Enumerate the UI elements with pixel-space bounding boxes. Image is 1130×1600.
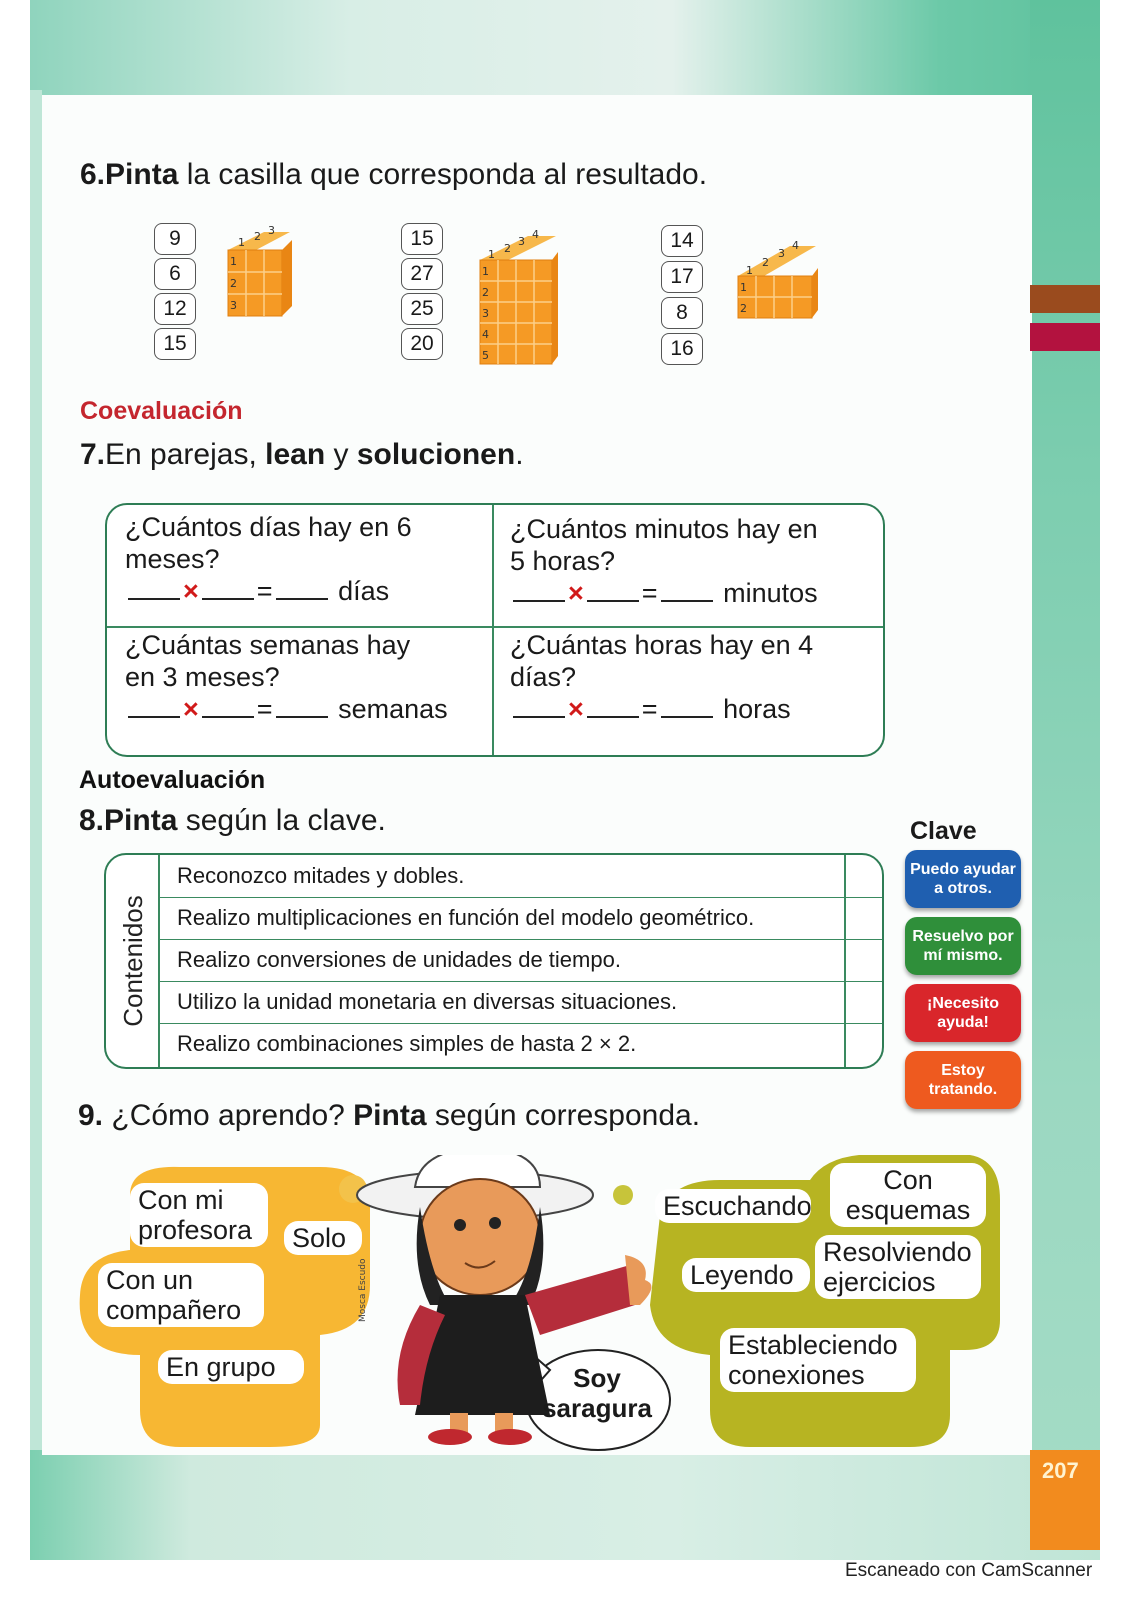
question-text: ¿Cuántas horas hay en 4	[510, 630, 814, 660]
page-number: 207	[1042, 1458, 1079, 1483]
exercise-6-verb: Pinta	[105, 158, 179, 191]
exercise-6-heading	[80, 158, 707, 192]
answer-blank[interactable]	[661, 696, 713, 718]
exercise-9-heading	[78, 1099, 700, 1133]
exercise-7-heading	[80, 438, 524, 472]
self-evaluation-row: Reconozco mitades y dobles.	[159, 855, 844, 898]
grid-col-label: 4	[792, 239, 799, 252]
grid-row-label: 1	[482, 265, 489, 278]
key-puedo-ayudar: Puedo ayudar a otros.	[905, 850, 1021, 908]
paint-cell[interactable]	[846, 1023, 882, 1065]
coevaluacion-label: Coevaluación	[80, 397, 243, 425]
self-evaluation-row: Realizo conversiones de unidades de tiempo.	[159, 939, 844, 982]
grid-col-label: 1	[238, 236, 245, 249]
grid-col-label: 2	[504, 242, 511, 255]
equals-sign: =	[641, 694, 658, 724]
answer-blank[interactable]	[128, 696, 180, 718]
self-evaluation-table	[104, 853, 884, 1069]
option-con-esquemas[interactable]: Con esquemas	[830, 1163, 986, 1227]
times-sign: ×	[183, 694, 199, 724]
grid-row-label: 3	[482, 307, 489, 320]
question-cell	[492, 513, 885, 609]
answer-option-box[interactable]: 25	[401, 293, 443, 325]
exercise-6-number: 6.	[80, 158, 106, 191]
unit-label: minutos	[723, 578, 818, 608]
times-sign: ×	[568, 578, 584, 608]
margin-stripe-red	[1030, 323, 1100, 351]
grid-col-label: 3	[778, 247, 785, 260]
exercise-8-number: 8.	[79, 804, 105, 837]
block-grid-4x5	[472, 228, 562, 368]
option-resolviendo-ejercicios[interactable]: Resolviendo ejercicios	[815, 1235, 981, 1299]
grid-row-label: 4	[482, 328, 489, 341]
option-en-grupo[interactable]: En grupo	[158, 1350, 304, 1384]
scan-background-bottom	[30, 1450, 1100, 1560]
answer-option-box[interactable]: 8	[661, 297, 703, 329]
key-estoy-tratando: Estoy tratando.	[905, 1051, 1021, 1109]
exercise-9-question: ¿Cómo aprendo?	[103, 1099, 354, 1132]
grid-col-label: 4	[532, 228, 539, 241]
question-text: 5 horas?	[510, 546, 616, 576]
equals-sign: =	[256, 694, 273, 724]
scan-background-top	[30, 0, 1100, 100]
autoevaluacion-label: Autoevaluación	[79, 766, 266, 794]
scanner-footer: Escaneado con CamScanner	[845, 1560, 1093, 1581]
grid-row-label: 5	[482, 349, 489, 362]
times-sign: ×	[568, 694, 584, 724]
answer-option-box[interactable]: 14	[661, 225, 703, 257]
answer-blank[interactable]	[202, 696, 254, 718]
grid-col-label: 3	[518, 235, 525, 248]
option-con-un-companero[interactable]: Con un compañero	[98, 1263, 264, 1327]
exercise-9-verb: Pinta	[353, 1099, 427, 1132]
option-solo[interactable]: Solo	[284, 1221, 362, 1255]
answer-blank[interactable]	[276, 696, 328, 718]
answer-blank[interactable]	[513, 580, 565, 602]
speech-text: Soy saragura	[542, 1363, 652, 1423]
grid-col-label: 1	[488, 248, 495, 261]
equation-row	[510, 693, 885, 725]
paint-cell[interactable]	[846, 939, 882, 982]
option-escuchando[interactable]: Escuchando	[655, 1189, 811, 1223]
key-title: Clave	[910, 817, 977, 845]
option-con-mi-profesora[interactable]: Con mi profesora	[130, 1183, 268, 1247]
answer-option-box[interactable]: 15	[401, 223, 443, 255]
exercise-7-end: .	[515, 438, 524, 471]
table-divider	[107, 626, 883, 628]
exercise-7-pre: En parejas,	[105, 438, 266, 471]
self-evaluation-row: Utilizo la unidad monetaria en diversas situaciones.	[159, 981, 844, 1024]
illustration-credit: Mosca Escudo	[358, 1258, 368, 1322]
grid-row-label: 2	[230, 277, 237, 290]
key-necesito-ayuda: ¡Necesito ayuda!	[905, 984, 1021, 1042]
option-estableciendo-conexiones[interactable]: Estableciendo conexiones	[720, 1328, 916, 1392]
exercise-9-instruction: según corresponda.	[426, 1099, 701, 1132]
paint-cell[interactable]	[846, 855, 882, 898]
question-text: ¿Cuántas semanas hay	[125, 630, 411, 660]
contenidos-label: Contenidos	[118, 895, 148, 1027]
answer-option-box[interactable]: 17	[661, 261, 703, 293]
key-resuelvo-solo: Resuelvo por mí mismo.	[905, 917, 1021, 975]
answer-blank[interactable]	[513, 696, 565, 718]
question-text: ¿Cuántos minutos hay en	[510, 514, 818, 544]
answer-option-box[interactable]: 15	[154, 328, 196, 360]
answer-blank[interactable]	[202, 578, 254, 600]
exercise-6-instruction: la casilla que corresponda al resultado.	[178, 158, 708, 191]
grid-col-label: 3	[268, 224, 275, 237]
equation-row	[125, 575, 485, 607]
question-text: meses?	[125, 544, 220, 574]
self-evaluation-row: Realizo combinaciones simples de hasta 2 × 2.	[177, 1031, 637, 1056]
question-cell	[492, 629, 885, 725]
block-grid-4x2	[730, 234, 825, 324]
question-text: en 3 meses?	[125, 662, 280, 692]
answer-option-box[interactable]: 6	[154, 258, 196, 290]
grid-row-label: 1	[230, 255, 237, 268]
grid-col-label: 2	[254, 230, 261, 243]
grid-col-label: 1	[746, 264, 753, 277]
answer-option-box[interactable]: 9	[154, 223, 196, 255]
unit-label: horas	[723, 694, 791, 724]
answer-blank[interactable]	[587, 580, 639, 602]
question-text: días?	[510, 662, 577, 692]
exercise-7-verb-1: lean	[265, 438, 326, 471]
equals-sign: =	[641, 578, 658, 608]
answer-option-box[interactable]: 20	[401, 328, 443, 360]
answer-blank[interactable]	[587, 696, 639, 718]
grid-row-label: 1	[740, 281, 747, 294]
grid-row-label: 2	[482, 286, 489, 299]
answer-option-box[interactable]: 12	[154, 293, 196, 325]
equation-row	[125, 693, 485, 725]
exercise-7-number: 7.	[80, 438, 106, 471]
exercise-7-verb-2: solucionen	[356, 438, 516, 471]
option-leyendo[interactable]: Leyendo	[682, 1258, 810, 1292]
answer-blank[interactable]	[128, 578, 180, 600]
scan-background-right	[1030, 0, 1100, 1560]
question-cell	[107, 511, 485, 607]
times-sign: ×	[183, 576, 199, 606]
answer-option-box[interactable]: 27	[401, 258, 443, 290]
exercise-8-verb: Pinta	[104, 804, 178, 837]
question-cell	[107, 629, 485, 725]
question-text: ¿Cuántos días hay en 6	[125, 512, 412, 542]
unit-label: semanas	[338, 694, 448, 724]
paint-cell[interactable]	[846, 981, 882, 1024]
grid-row-label: 3	[230, 299, 237, 312]
exercise-8-heading	[79, 804, 386, 838]
unit-label: días	[338, 576, 390, 606]
margin-stripe-brown	[1030, 285, 1100, 313]
scan-background-left	[30, 90, 42, 1550]
equation-row	[510, 577, 885, 609]
self-evaluation-row: Realizo multiplicaciones en función del modelo geométrico.	[159, 897, 844, 940]
grid-row-label: 2	[740, 302, 747, 315]
equals-sign: =	[256, 576, 273, 606]
paint-cell[interactable]	[846, 897, 882, 940]
exercise-9-number: 9.	[78, 1099, 104, 1132]
answer-blank[interactable]	[276, 578, 328, 600]
grid-col-label: 2	[762, 256, 769, 269]
question-table	[105, 503, 885, 757]
answer-option-box[interactable]: 16	[661, 333, 703, 365]
exercise-7-mid: y	[325, 438, 357, 471]
answer-blank[interactable]	[661, 580, 713, 602]
block-grid-3x3	[220, 222, 300, 322]
exercise-8-instruction: según la clave.	[177, 804, 386, 837]
